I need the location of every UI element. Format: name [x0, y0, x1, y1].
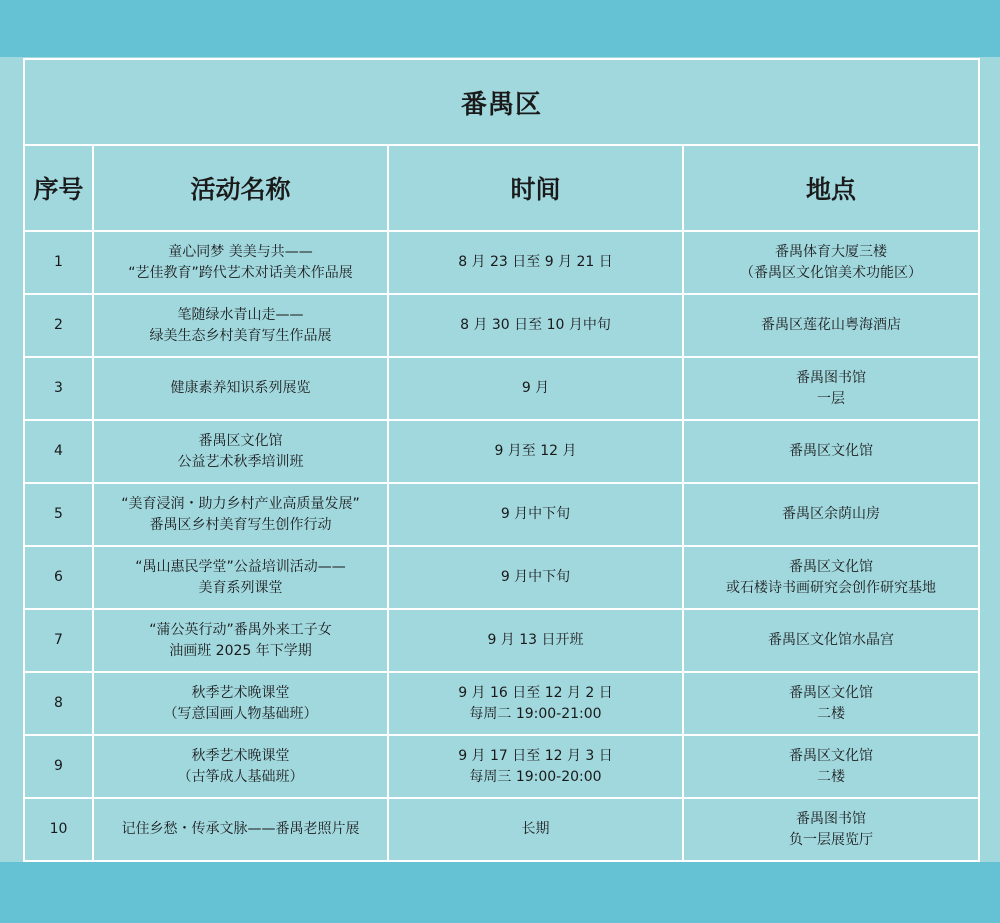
- time-line: 9 月至 12 月: [494, 443, 577, 459]
- title-row: [24, 59, 979, 145]
- location-cell: [683, 483, 979, 546]
- location-line: 番禺区文化馆: [789, 684, 873, 701]
- table-row: [24, 294, 979, 357]
- activity-name-line: 番禺区乡村美育写生创作行动: [149, 516, 332, 533]
- location-cell: [683, 798, 979, 861]
- header-location: 地点: [683, 145, 979, 231]
- location-cell: [683, 546, 979, 609]
- table-row: [24, 483, 979, 546]
- header-row: [24, 145, 979, 231]
- time-line: 每周二 19:00-21:00: [469, 705, 602, 722]
- row-number: 6: [24, 546, 93, 609]
- table-row: [24, 420, 979, 483]
- time-line: 9 月中下旬: [500, 569, 571, 585]
- activity-name-line: “艺佳教育”跨代艺术对话美术作品展: [128, 264, 353, 281]
- activity-name-line: 油画班 2025 年下学期: [169, 642, 312, 659]
- location-line: 番禺区文化馆: [789, 558, 873, 575]
- table-row: [24, 609, 979, 672]
- location-cell: [683, 231, 979, 294]
- time-line: 9 月 17 日至 12 月 3 日: [458, 747, 613, 764]
- activity-name-line: （古筝成人基础班）: [177, 768, 304, 785]
- activity-name-line: 秋季艺术晚课堂: [191, 684, 290, 701]
- time-cell: [388, 798, 683, 861]
- table-row: [24, 735, 979, 798]
- activity-name-line: （写意国画人物基础班）: [163, 705, 318, 722]
- location-line: 或石楼诗书画研究会创作研究基地: [726, 579, 936, 596]
- time-cell: [388, 483, 683, 546]
- time-cell: [388, 546, 683, 609]
- location-line: 番禺区莲花山粤海酒店: [761, 317, 901, 333]
- location-line: 番禺区文化馆水晶宫: [768, 632, 894, 648]
- time-cell: [388, 294, 683, 357]
- time-cell: [388, 420, 683, 483]
- location-cell: [683, 357, 979, 420]
- activity-name-line: 秋季艺术晚课堂: [191, 747, 290, 764]
- time-line: 长期: [521, 821, 550, 837]
- row-number: 8: [24, 672, 93, 735]
- table-title: 番禺区: [24, 59, 979, 145]
- time-line: 9 月: [521, 380, 550, 396]
- header-time: 时间: [388, 145, 683, 231]
- location-line: 番禺图书馆: [796, 369, 866, 386]
- row-number: 10: [24, 798, 93, 861]
- activity-name-cell: [93, 546, 388, 609]
- location-cell: [683, 672, 979, 735]
- table-row: [24, 231, 979, 294]
- activity-name-line: 童心同梦 美美与共——: [168, 243, 313, 260]
- location-line: 番禺区文化馆: [789, 747, 873, 764]
- location-line: 负一层展览厅: [789, 831, 873, 848]
- row-number: 1: [24, 231, 93, 294]
- table-row: [24, 672, 979, 735]
- location-cell: [683, 420, 979, 483]
- location-cell: [683, 609, 979, 672]
- activity-name-line: 美育系列课堂: [198, 579, 283, 596]
- time-line: 9 月 16 日至 12 月 2 日: [458, 684, 613, 701]
- location-cell: [683, 294, 979, 357]
- activity-name-line: 番禺区文化馆: [198, 432, 283, 449]
- time-cell: [388, 609, 683, 672]
- row-number: 4: [24, 420, 93, 483]
- time-cell: [388, 357, 683, 420]
- table-row: [24, 546, 979, 609]
- activity-name-line: 健康素养知识系列展览: [170, 380, 311, 396]
- location-line: 二楼: [817, 705, 845, 722]
- activity-name-cell: [93, 357, 388, 420]
- location-line: 番禺区余荫山房: [782, 506, 880, 522]
- location-line: （番禺区文化馆美术功能区）: [740, 264, 922, 281]
- time-line: 每周三 19:00-20:00: [469, 768, 602, 785]
- time-line: 8 月 23 日至 9 月 21 日: [458, 254, 613, 270]
- time-line: 8 月 30 日至 10 月中旬: [460, 317, 611, 333]
- row-number: 9: [24, 735, 93, 798]
- table-row: [24, 357, 979, 420]
- location-line: 番禺图书馆: [796, 810, 866, 827]
- row-number: 2: [24, 294, 93, 357]
- header-activity-name: 活动名称: [93, 145, 388, 231]
- location-line: 一层: [817, 390, 845, 407]
- activity-name-line: “蒲公英行动”番禺外来工子女: [149, 621, 332, 638]
- activity-name-cell: [93, 420, 388, 483]
- activity-name-line: “禺山惠民学堂”公益培训活动——: [135, 558, 346, 575]
- activity-name-cell: [93, 672, 388, 735]
- activity-name-line: 笔随绿水青山走——: [177, 306, 304, 323]
- table-row: [24, 798, 979, 861]
- time-cell: [388, 231, 683, 294]
- activity-name-cell: [93, 294, 388, 357]
- row-number: 7: [24, 609, 93, 672]
- activity-name-line: 公益艺术秋季培训班: [177, 453, 304, 470]
- location-line: 二楼: [817, 768, 845, 785]
- activity-name-line: 记住乡愁・传承文脉——番禺老照片展: [121, 821, 360, 837]
- activity-name-line: “美育浸润・助力乡村产业高质量发展”: [121, 495, 360, 512]
- activity-name-cell: [93, 798, 388, 861]
- time-cell: [388, 735, 683, 798]
- time-line: 9 月中下旬: [500, 506, 571, 522]
- row-number: 3: [24, 357, 93, 420]
- row-number: 5: [24, 483, 93, 546]
- time-line: 9 月 13 日开班: [487, 632, 584, 648]
- activity-name-line: 绿美生态乡村美育写生作品展: [149, 327, 332, 344]
- location-line: 番禺体育大厦三楼: [775, 243, 887, 260]
- activity-schedule-table: [23, 58, 980, 862]
- time-cell: [388, 672, 683, 735]
- activity-name-cell: [93, 483, 388, 546]
- activity-name-cell: [93, 735, 388, 798]
- header-no: 序号: [24, 145, 93, 231]
- location-cell: [683, 735, 979, 798]
- location-line: 番禺区文化馆: [789, 443, 873, 459]
- activity-name-cell: [93, 231, 388, 294]
- activity-name-cell: [93, 609, 388, 672]
